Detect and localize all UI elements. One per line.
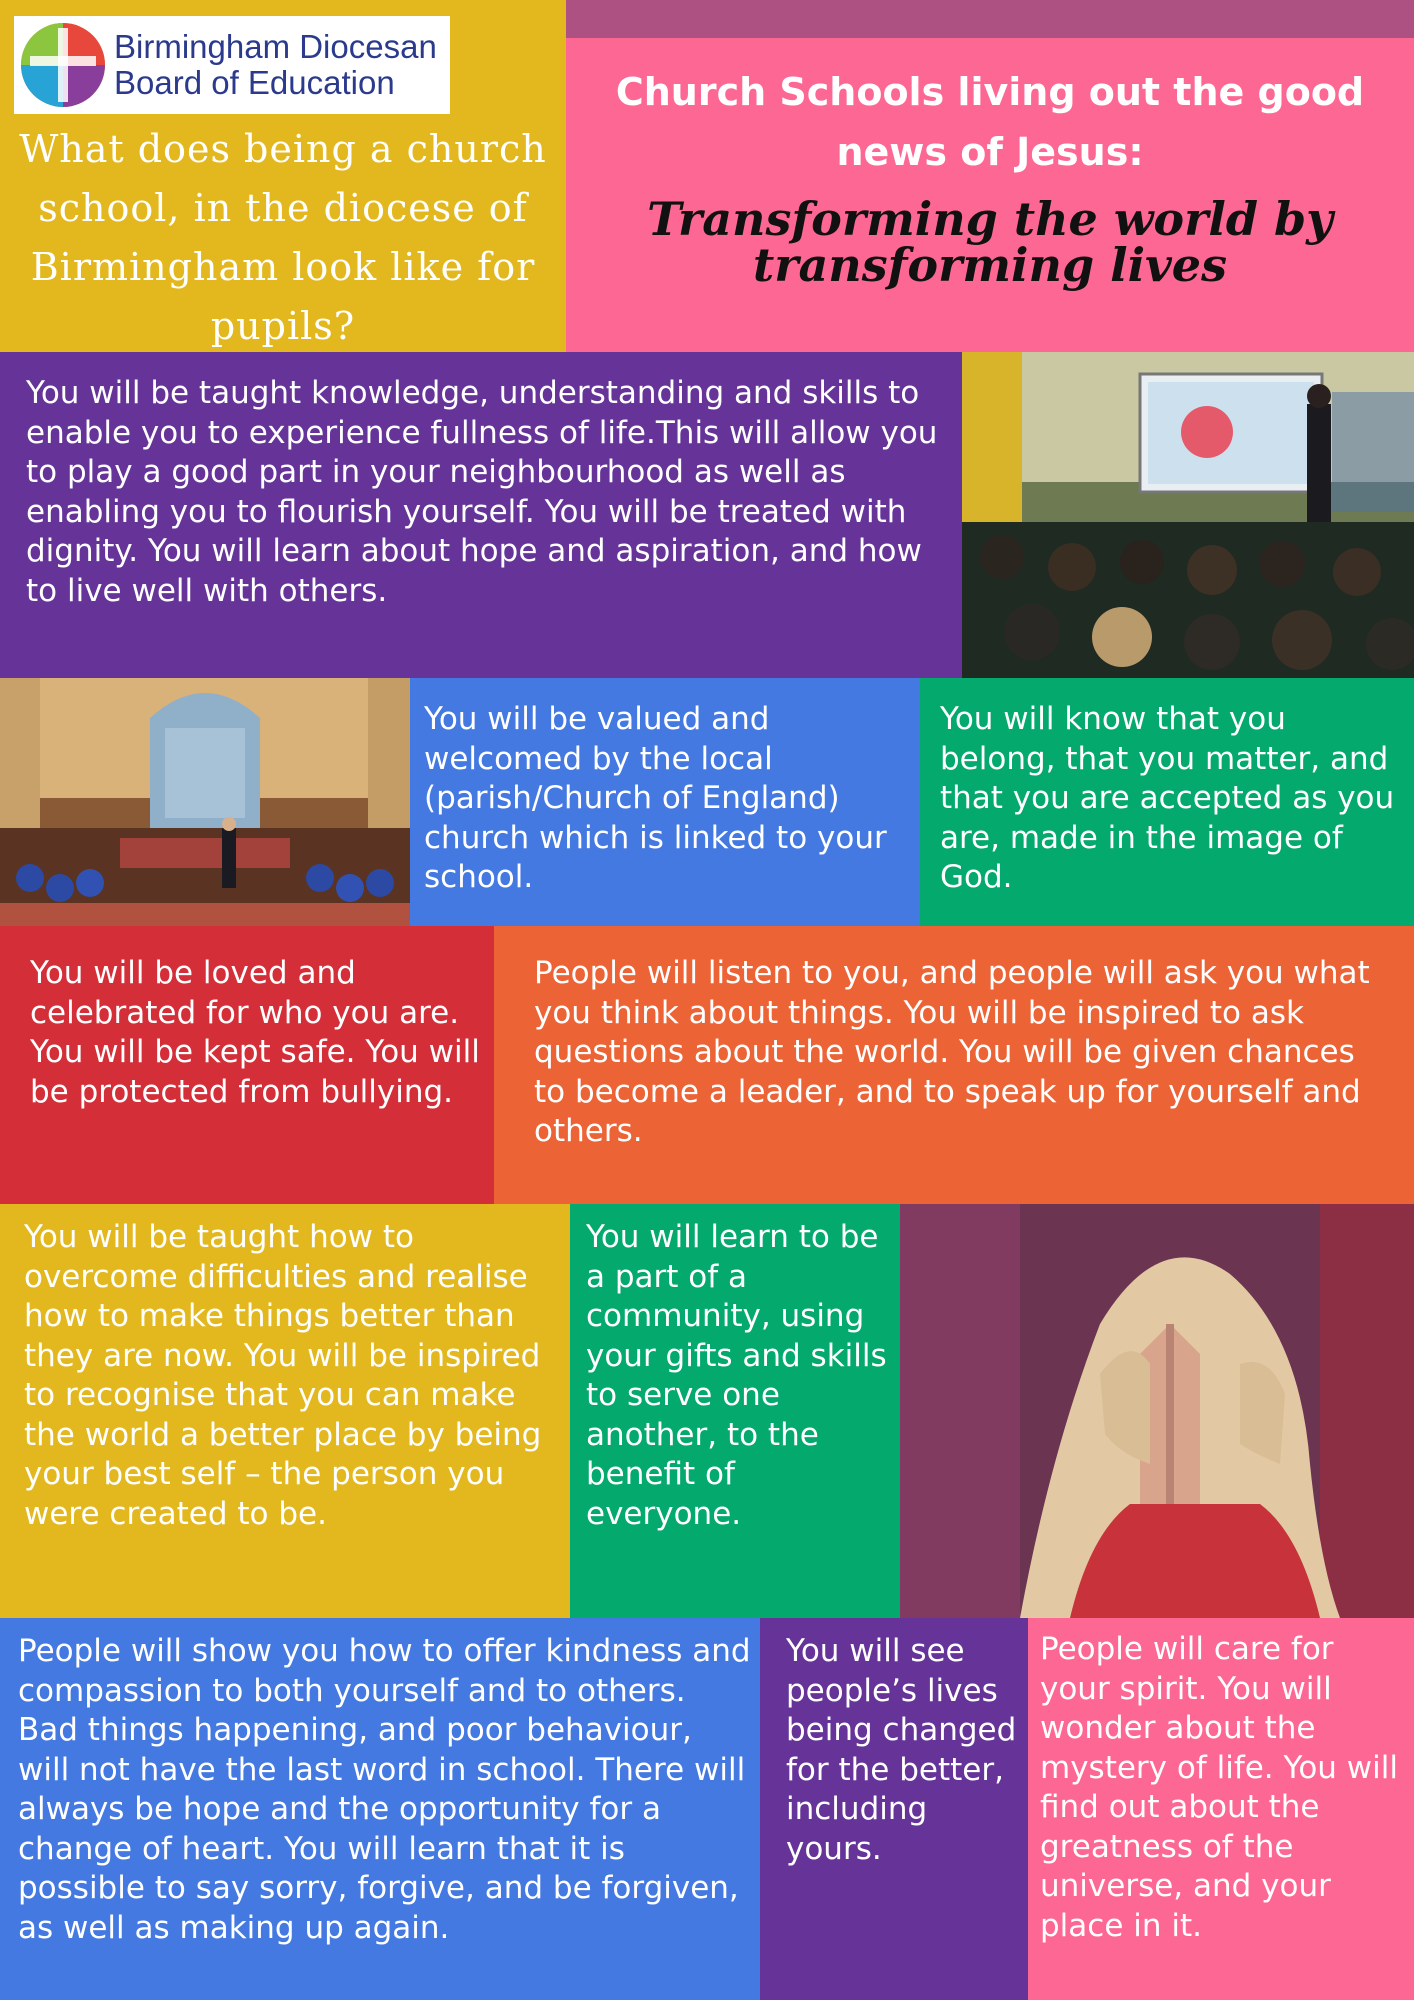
page-question: What does being a church school, in the diocese of Birmingham look like for pupils? [19,127,547,348]
praying-child-photo [900,1204,1414,1618]
block-belong-text: You will know that you belong, that you matter, and that you are accepted as you are, made in the image of God. [940,701,1395,895]
classroom-photo [962,352,1414,678]
header-mauve-strip [566,0,1414,38]
page-tagline: Transforming the world by transforming lives [647,192,1333,292]
block-community [570,1204,900,1618]
block-difficulties [0,1204,570,1618]
block-community-text: You will learn to be a part of a community, using your gifts and skills to serve one another, to the benefit of everyone. [586,1219,887,1532]
logo [14,16,450,114]
block-changed-text: You will see people’s lives being changed for the better, including yours. [786,1633,1017,1867]
page-headline: Church Schools living out the good news of Jesus: [615,70,1365,174]
block-belong [920,678,1414,926]
logo-text-line2: Board of Education [114,64,395,101]
block-listen-text: People will listen to you, and people will ask you what you think about things. You will be inspired to ask questions about the world. You will be given chances to become a leader, and to speak up for yourself and others. [534,955,1370,1149]
block-spirit-text: People will care for your spirit. You will wonder about the mystery of life. You will find out about the greatness of the universe, and your place in it. [1040,1631,1398,1944]
block-loved-text: You will be loved and celebrated for who you are. You will be kept safe. You will be protected from bullying. [30,955,480,1110]
block-knowledge-text: You will be taught knowledge, understanding and skills to enable you to experience fullness of life.This will allow you to play a good part in your neighbourhood as well as enabling you to flourish yourself. You will be treated with dignity. You will learn about hope and aspiration, and how to live well with others. [26,375,938,609]
block-listen [494,926,1414,1204]
diocesan-cross-logo [18,20,108,110]
block-changed [760,1618,1028,2000]
block-spirit [1028,1618,1414,2000]
block-valued-text: You will be valued and welcomed by the local (parish/Church of England) church which is linked to your school. [424,701,887,895]
block-difficulties-text: You will be taught how to overcome difficulties and realise how to make things better than they are now. You will be inspired to recognise that you can make the world a better place by being your best self – the person you were created to be. [24,1219,542,1532]
block-knowledge [0,352,962,678]
block-loved [0,926,494,1204]
block-kindness [0,1618,760,2000]
logo-text-line1: Birmingham Diocesan [114,28,437,65]
church-service-photo [0,678,410,926]
block-valued [410,678,920,926]
block-kindness-text: People will show you how to offer kindness and compassion to both yourself and to others. Bad things happening, and poor behaviour, will not have the last word in school. There will always be hope and the opportunity for a change of heart. You will learn that it is possible to say sorry, forgive, and be forgiven, as well as making up again. [18,1633,751,1946]
